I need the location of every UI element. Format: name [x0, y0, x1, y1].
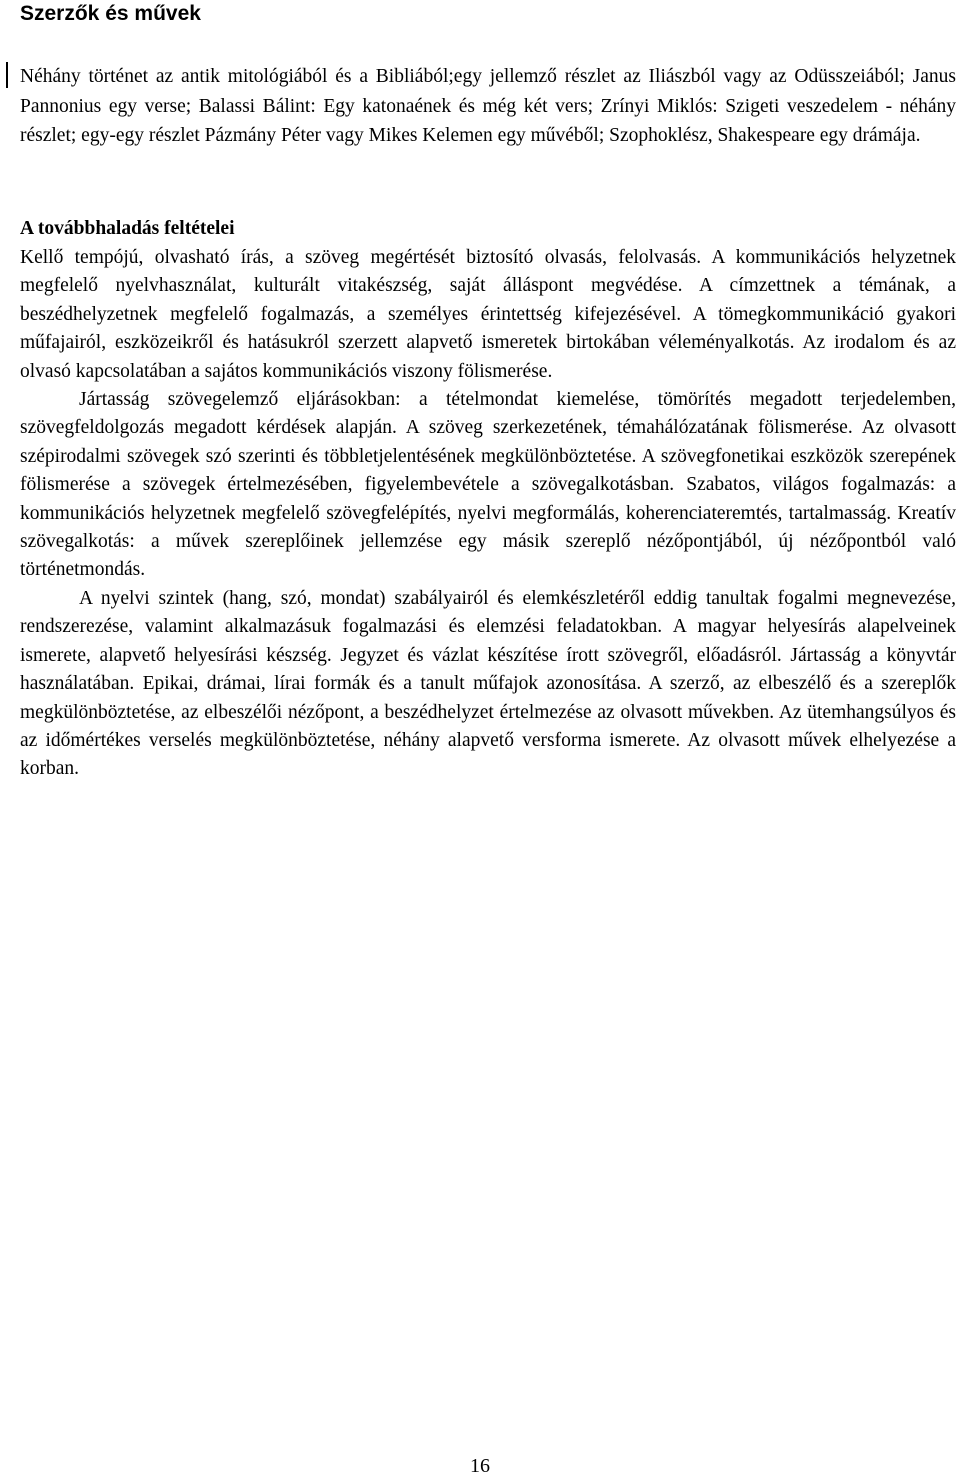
paragraph-3: A nyelvi szintek (hang, szó, mondat) szabályairól és elemkészletéről eddig tanultak fogalmi megnevezése, rendszerezése, valamint alkalmazásuk fogalmazási és elemzési feladatokban. A magyar helyesírás alapelveinek ismerete, alapvető helyesírási készség. Jegyzet és vázlat készítése írott szövegről, előadásról. Jártasság a könyvtár használatában. Epikai, drámai, lírai formák és a tanult műfajok azonosítása. A szerző, az elbeszélő és a szereplők megkülönböztetése, az elbeszélői nézőpont, a beszédhelyzet értelmezése az olvasott művekben. Az ütemhangsúlyos és az időmértékes verselés megkülönböztetése, néhány alapvető versforma ismerete. Az olvasott művek elhelyezése a korban.: [20, 587, 956, 780]
page-number: 16: [470, 1455, 490, 1477]
intro-paragraph: Néhány történet az antik mitológiából és a Bibliából;egy jellemző részlet az Iliászból vagy az Odüsszeiából; Janus Pannonius egy verse; Balassi Bálint: Egy katonaének és még két vers; Zrínyi Miklós: Szigeti veszedelem - néhány részlet; egy-egy részlet Pázmány Péter vagy Mikes Kelemen egy művéből; Szophoklész, Shakespeare egy drámája.: [20, 66, 956, 147]
paragraph-2: Jártasság szövegelemző eljárásokban: a tételmondat kiemelése, tömörítés megadott terjedelemben, szövegfeldolgozás megadott kérdések alapján. A szöveg szerkezetének, témahálózatának fölismerése. Az olvasott szépirodalmi szövegek szó szerinti és többletjelentésének megkülönböztetése. A szövegfonetikai eszközök szerepének fölismerése a szövegek értelmezésében, figyelembevétele a szövegalkotásban. Szabatos, világos fogalmazás: a kommunikációs helyzetnek megfelelő szövegfelépítés, nyelvi megformálás, koherenciateremtés, tartalmasság. Kreatív szövegalkotás: a művek szereplőinek jellemzése egy másik szereplő nézőpontjából, új nézőpontból való történetmondás.: [20, 389, 956, 581]
revision-change-bar: [6, 62, 8, 88]
requirements-text: [20, 244, 956, 784]
paragraph-1: Kellő tempójú, olvasható írás, a szöveg megértését biztosító olvasás, felolvasás. A kommunikációs helyzetnek megfelelő nyelvhasználat, kulturált vitakészség, saját álláspont megvédése. A címzettnek a témának, a beszédhelyzetnek megfelelő fogalmazás, a személyes érintettség kifejezésével. A tömegkommunikáció gyakori műfajairól, eszközeikről és hatásukról szerzett alapvető ismeretek birtokában véleményalkotás. Az irodalom és az olvasó kapcsolatában a sajátos kommunikációs viszony fölismerése.: [20, 247, 956, 382]
section-title: Szerzők és művek: [20, 2, 201, 25]
subsection-title: A továbbhaladás feltételei: [20, 218, 235, 239]
